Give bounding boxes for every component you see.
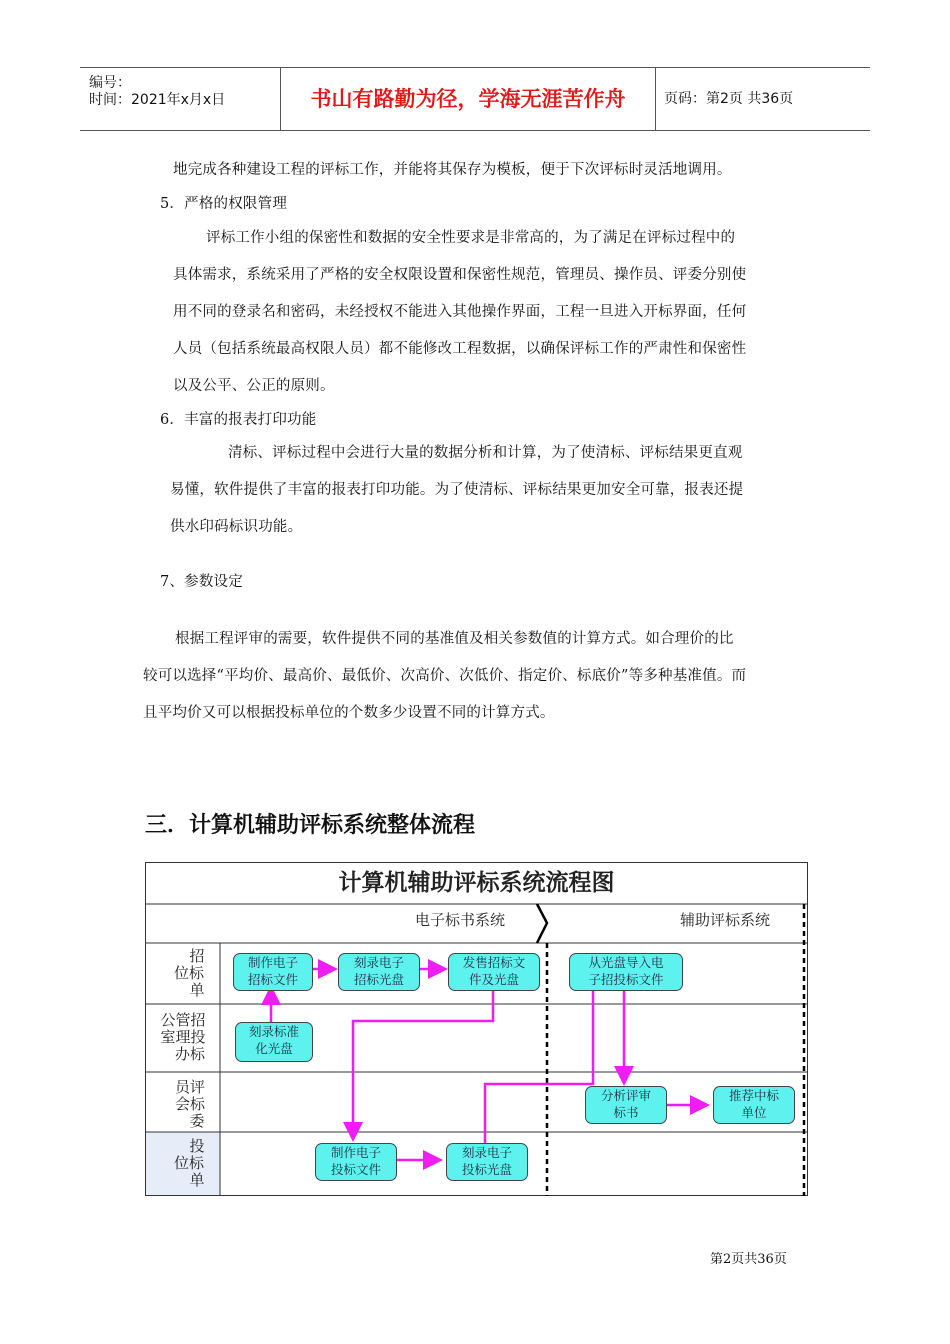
- paragraph-line: 地完成各种建设工程的评标工作，并能将其保存为模板，便于下次评标时灵活地调用。: [173, 162, 732, 178]
- paragraph-line: 评标工作小组的保密性和数据的安全性要求是非常高的，为了满足在评标过程中的: [206, 230, 736, 246]
- page-header: [80, 67, 870, 131]
- paragraph-line: 易懂，软件提供了丰富的报表打印功能。为了使清标、评标结果更加安全可靠，报表还提: [170, 482, 744, 498]
- flow-step: 推荐中标 单位: [713, 1086, 795, 1124]
- flow-step: 制作电子 投标文件: [315, 1143, 397, 1181]
- flow-step: 刻录电子 投标光盘: [446, 1143, 528, 1181]
- flow-arrow: [485, 968, 593, 1144]
- page-footer: 第2页共36页: [710, 1252, 787, 1267]
- flowchart-title: 计算机辅助评标系统流程图: [338, 870, 615, 896]
- section-5-title: 5．严格的权限管理: [160, 196, 288, 212]
- lane-label: 员评 会标 委: [174, 1078, 205, 1130]
- phase-chevron: [537, 904, 547, 943]
- header-divider: [655, 68, 656, 130]
- header-motto: 书山有路勤为径，学海无涯苦作舟: [310, 87, 626, 111]
- paragraph-line: 具体需求，系统采用了严格的安全权限设置和保密性规范，管理员、操作员、评委分别使: [173, 267, 747, 283]
- lane-label: 投 位标 单: [173, 1137, 205, 1189]
- flow-step: 发售招标文 件及光盘: [448, 953, 540, 991]
- flow-step: 刻录电子 招标光盘: [338, 953, 420, 991]
- section-heading: 三．计算机辅助评标系统整体流程: [145, 813, 476, 838]
- paragraph-line: 供水印码标识功能。: [170, 519, 303, 535]
- phase-label-left: 电子标书系统: [415, 911, 506, 929]
- flow-step: 刻录标准 化光盘: [235, 1022, 313, 1062]
- lane-label: 公管招 室理投 办标: [160, 1011, 206, 1063]
- paragraph-line: 较可以选择“平均价、最高价、最低价、次高价、次低价、指定价、标底价”等多种基准值。而: [143, 668, 747, 684]
- flowchart: [145, 862, 808, 1196]
- header-meta: [80, 68, 280, 130]
- flow-step: 分析评审 标书: [585, 1086, 667, 1124]
- section-7-title: 7、参数设定: [160, 574, 243, 590]
- paragraph-line: 且平均价又可以根据投标单位的个数多少设置不同的计算方式。: [143, 705, 555, 721]
- flow-step: 从光盘导入电 子招投标文件: [569, 953, 683, 991]
- paragraph-line: 人员（包括系统最高权限人员）都不能修改工程数据，以确保评标工作的严肃性和保密性: [173, 341, 747, 357]
- lane-label: 招 位标 单: [173, 947, 205, 999]
- number-label: 编号：: [89, 75, 131, 91]
- paragraph-line: 用不同的登录名和密码，未经授权不能进入其他操作界面，工程一旦进入开标界面，任何: [173, 304, 747, 320]
- paragraph-line: 清标、评标过程中会进行大量的数据分析和计算，为了使清标、评标结果更直观: [228, 445, 743, 461]
- section-6-title: 6．丰富的报表打印功能: [160, 412, 317, 428]
- flow-arrow: [353, 988, 493, 1137]
- time-label: 时间：2021年x月x日: [89, 92, 226, 108]
- flow-step: 制作电子 招标文件: [233, 953, 313, 991]
- phase-label-right: 辅助评标系统: [680, 911, 771, 929]
- paragraph-line: 以及公平、公正的原则。: [173, 378, 335, 394]
- header-page-info: 页码：第2页 共36页: [664, 91, 794, 107]
- paragraph-line: 根据工程评审的需要，软件提供不同的基准值及相关参数值的计算方式。如合理价的比: [175, 631, 734, 647]
